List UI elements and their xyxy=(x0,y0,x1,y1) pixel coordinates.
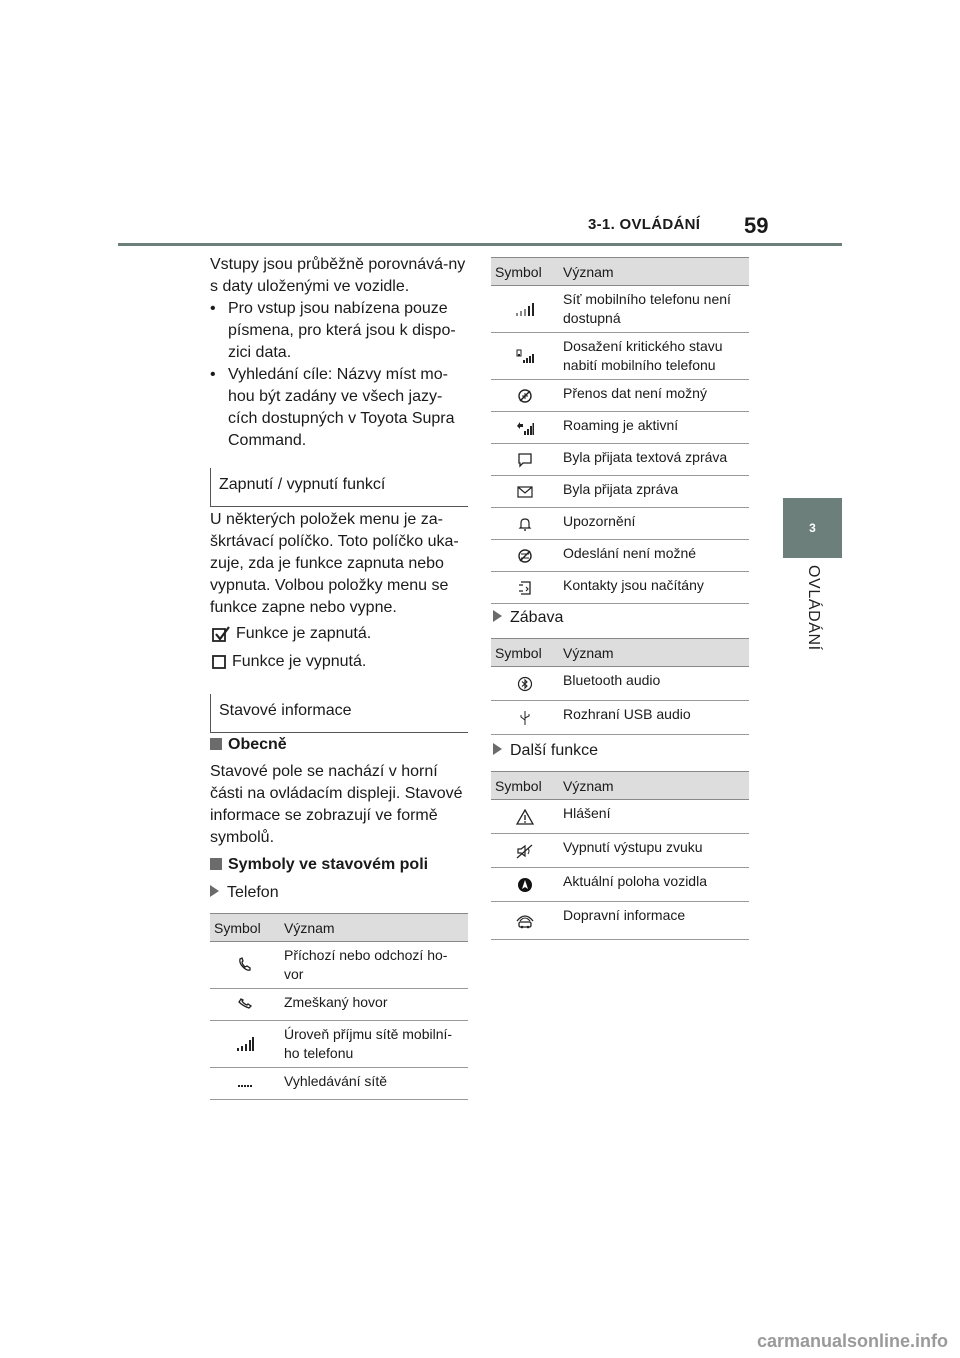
col-symbol: Symbol xyxy=(491,639,559,667)
col-symbol: Symbol xyxy=(210,914,280,942)
section-heading-status: Stavové informace xyxy=(210,694,468,733)
signal-icon xyxy=(236,1037,254,1051)
row-text: Dosažení kritického stavu nabití mobilního telefonu xyxy=(559,333,749,380)
row-text: Bluetooth audio xyxy=(559,667,749,701)
subheading-general xyxy=(210,736,287,754)
mail-icon xyxy=(517,486,533,498)
bullet-item: • Pro vstup jsou nabízena pouze písmena, pro která jsou k dispo-zici data. xyxy=(210,298,468,364)
table-row xyxy=(491,476,749,508)
col-symbol: Symbol xyxy=(491,258,559,286)
usb-icon xyxy=(520,710,530,726)
row-text: Příchozí nebo odchozí ho-vor xyxy=(280,942,468,989)
table-row xyxy=(491,572,749,604)
bullet-item: • Vyhledání cíle: Názvy míst mo-hou být zadány ve všech jazy-cích dostupných v Toyota Supra Command. xyxy=(210,364,468,452)
subheading-entertainment xyxy=(493,609,563,627)
intro-text: Vstupy jsou průběžně porovnává-ny s daty uloženými ve vozidle. xyxy=(210,256,466,295)
subheading-phone-text: Telefon xyxy=(227,884,279,901)
table-row xyxy=(491,834,749,868)
table-row xyxy=(210,989,468,1021)
row-text: Roaming je aktivní xyxy=(559,412,749,444)
chapter-tab: 3 xyxy=(783,498,842,558)
table-row xyxy=(491,701,749,735)
table-row xyxy=(491,667,749,701)
battery-low-icon xyxy=(516,349,534,363)
table-row xyxy=(491,902,749,940)
table-row xyxy=(491,868,749,902)
no-data-icon xyxy=(517,388,533,404)
network-search-icon xyxy=(238,1081,252,1087)
table-row xyxy=(491,800,749,834)
chapter-label: OVLÁDÁNÍ xyxy=(805,565,822,651)
phone-icon xyxy=(238,957,252,973)
checkbox-checked-icon xyxy=(212,626,230,642)
square-bullet-icon xyxy=(210,858,222,870)
table-row xyxy=(210,942,468,989)
square-bullet-icon xyxy=(210,738,222,750)
subheading-more-text: Další funkce xyxy=(510,742,599,759)
col-meaning: Význam xyxy=(559,772,749,800)
subheading-symbols xyxy=(210,856,428,874)
subheading-general-text: Obecně xyxy=(228,736,287,753)
page-number: 59 xyxy=(744,213,769,238)
row-text: Byla přijata textová zpráva xyxy=(559,444,749,476)
flag-on-text: Funkce je zapnutá. xyxy=(236,625,372,642)
table-row xyxy=(491,540,749,572)
row-text: Upozornění xyxy=(559,508,749,540)
table-row xyxy=(210,1021,468,1068)
table-row xyxy=(491,444,749,476)
traffic-icon xyxy=(515,913,535,929)
sms-icon xyxy=(517,452,533,468)
row-text: Hlášení xyxy=(559,800,749,834)
triangle-bullet-icon xyxy=(493,743,502,755)
roaming-icon xyxy=(516,421,534,435)
col-meaning: Význam xyxy=(559,258,749,286)
functions-paragraph: U některých položek menu je za-škrtávací políčko. Toto políčko uka-zuje, zda je funkce zapnuta nebo vypnuta. Volbou položky menu se funkce zapne nebo vypne. xyxy=(210,511,459,616)
table-row xyxy=(491,286,749,333)
row-text: Úroveň příjmu sítě mobilní-ho telefonu xyxy=(280,1021,468,1068)
warning-icon xyxy=(516,809,534,825)
col-meaning: Význam xyxy=(559,639,749,667)
intro-block xyxy=(210,254,468,452)
contacts-icon xyxy=(517,580,533,596)
position-icon xyxy=(517,877,533,893)
subheading-phone xyxy=(210,884,279,902)
col-symbol: Symbol xyxy=(491,772,559,800)
row-text: Odeslání není možné xyxy=(559,540,749,572)
no-network-icon xyxy=(515,302,535,316)
table-row xyxy=(210,1068,468,1100)
entertainment-table xyxy=(491,638,749,735)
table-row xyxy=(491,380,749,412)
more-functions-table xyxy=(491,771,749,940)
bluetooth-audio-icon xyxy=(517,676,533,692)
subheading-more xyxy=(493,742,598,760)
row-text: Kontakty jsou načítány xyxy=(559,572,749,604)
row-text: Vypnutí výstupu zvuku xyxy=(559,834,749,868)
send-failed-icon xyxy=(517,548,533,564)
triangle-bullet-icon xyxy=(210,885,219,897)
watermark: carmanualsonline.info xyxy=(756,1331,948,1351)
missed-call-icon xyxy=(237,998,253,1012)
table-row xyxy=(491,508,749,540)
checkbox-empty-icon xyxy=(212,655,226,669)
row-text: Vyhledávání sítě xyxy=(280,1068,468,1100)
subheading-symbols-text: Symboly ve stavovém poli xyxy=(228,856,429,873)
phone-table-continued xyxy=(491,257,749,604)
flag-off xyxy=(212,653,366,671)
row-text: Aktuální poloha vozidla xyxy=(559,868,749,902)
status-paragraph: Stavové pole se nachází v horní části na ovládacím displeji. Stavové informace se zobrazují ve formě symbolů. xyxy=(210,763,463,846)
row-text: Zmeškaný hovor xyxy=(280,989,468,1021)
col-meaning: Význam xyxy=(280,914,468,942)
section-title: 3-1. OVLÁDÁNÍ xyxy=(588,216,701,233)
phone-table xyxy=(210,913,468,1100)
table-row xyxy=(491,412,749,444)
row-text: Přenos dat není možný xyxy=(559,380,749,412)
section-heading-functions: Zapnutí / vypnutí funkcí xyxy=(210,468,468,507)
triangle-bullet-icon xyxy=(493,610,502,622)
flag-on xyxy=(212,625,371,643)
row-text: Rozhraní USB audio xyxy=(559,701,749,735)
header-rule xyxy=(118,243,842,246)
mute-icon xyxy=(516,843,534,859)
row-text: Síť mobilního telefonu není dostupná xyxy=(559,286,749,333)
flag-off-text: Funkce je vypnutá. xyxy=(232,653,367,670)
row-text: Dopravní informace xyxy=(559,902,749,940)
table-row xyxy=(491,333,749,380)
subheading-entertainment-text: Zábava xyxy=(510,609,564,626)
bell-icon xyxy=(518,516,532,532)
row-text: Byla přijata zpráva xyxy=(559,476,749,508)
